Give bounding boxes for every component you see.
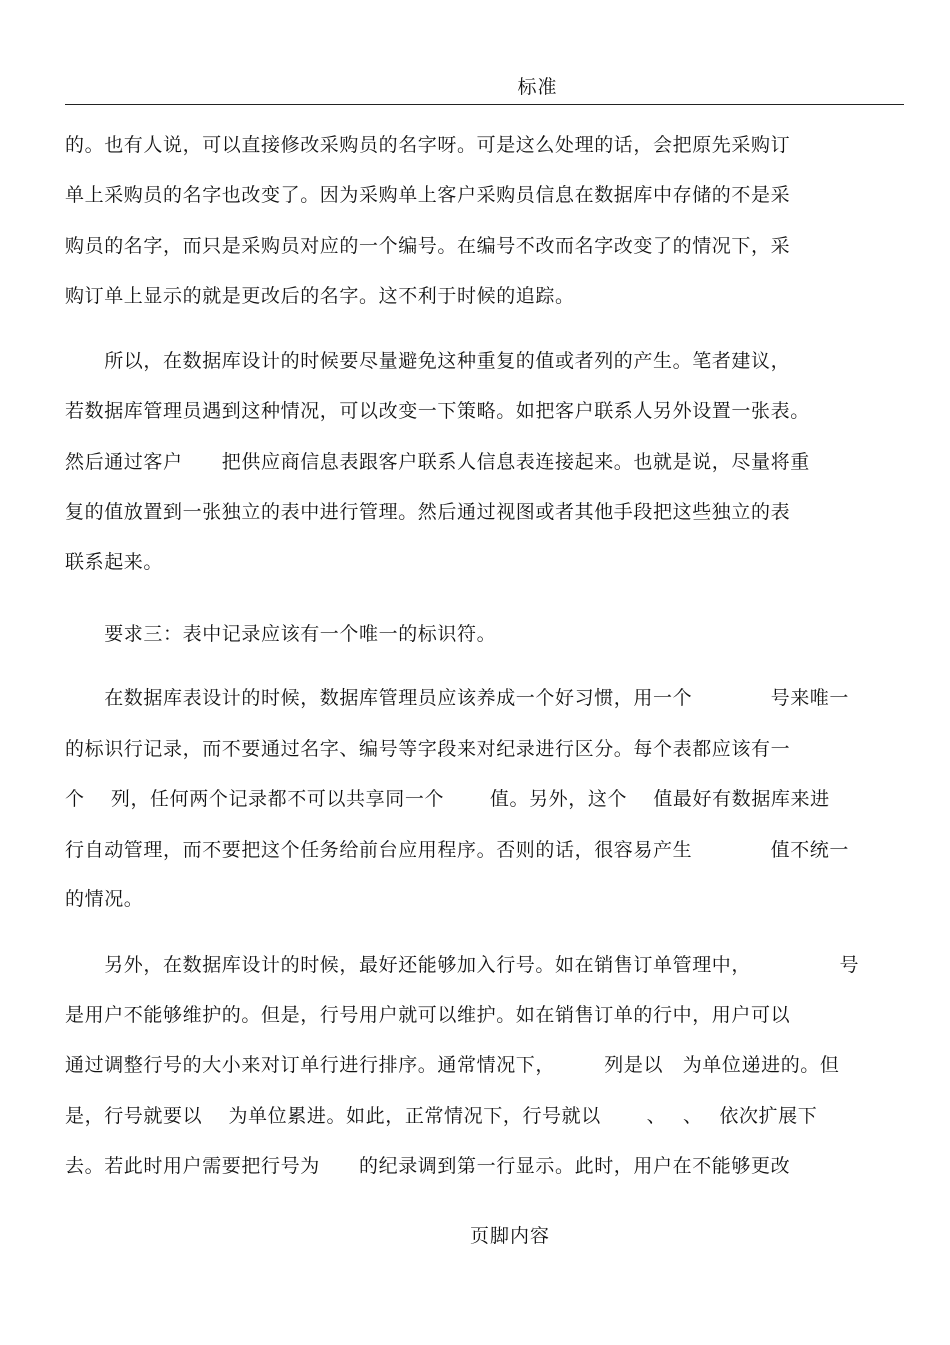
text-line: 通过调整行号的大小来对订单行进行排序。通常情况下， 列是以 为单位递进的。但 [65,1054,840,1076]
text-line: 购员的名字，而只是采购员对应的一个编号。在编号不改而名字改变了的情况下，采 [65,235,791,257]
text-line: 行自动管理，而不要把这个任务给前台应用程序。否则的话，很容易产生 值不统一 [65,839,850,861]
text-line: 要求三：表中记录应该有一个唯一的标识符。 [65,623,497,645]
text-line: 另外，在数据库设计的时候，最好还能够加入行号。如在销售订单管理中， 号 [65,954,860,976]
text-line: 购订单上显示的就是更改后的名字。这不利于时候的追踪。 [65,285,575,307]
text-line: 的情况。 [65,888,144,910]
text-line: 联系起来。 [65,551,164,573]
text-line: 个 列，任何两个记录都不可以共享同一个 值。另外，这个 值最好有数据库来进 [65,788,830,810]
text-line: 然后通过客户 把供应商信息表跟客户联系人信息表连接起来。也就是说，尽量将重 [65,451,810,473]
text-line: 所以，在数据库设计的时候要尽量避免这种重复的值或者列的产生。笔者建议， [65,350,791,372]
text-line: 若数据库管理员遇到这种情况，可以改变一下策略。如把客户联系人另外设置一张表。 [65,400,810,422]
text-line: 是，行号就要以 为单位累进。如此，正常情况下，行号就以 、 、 依次扩展下 [65,1105,818,1127]
text-line: 的。也有人说，可以直接修改采购员的名字呀。可是这么处理的话，会把原先采购订 [65,134,791,156]
text-line: 是用户不能够维护的。但是，行号用户就可以维护。如在销售订单的行中，用户可以 [65,1004,791,1026]
page-footer: 页脚内容 [470,1225,551,1247]
text-line: 复的值放置到一张独立的表中进行管理。然后通过视图或者其他手段把这些独立的表 [65,501,791,523]
text-line: 在数据库表设计的时候，数据库管理员应该养成一个好习惯，用一个 号来唯一 [65,687,850,709]
page-header-title: 标准 [517,76,558,98]
header-divider [65,104,904,105]
text-line: 单上采购员的名字也改变了。因为采购单上客户采购员信息在数据库中存储的不是采 [65,184,791,206]
text-line: 的标识行记录，而不要通过名字、编号等字段来对纪录进行区分。每个表都应该有一 [65,738,791,760]
text-line: 去。若此时用户需要把行号为 的纪录调到第一行显示。此时，用户在不能够更改 [65,1155,791,1177]
